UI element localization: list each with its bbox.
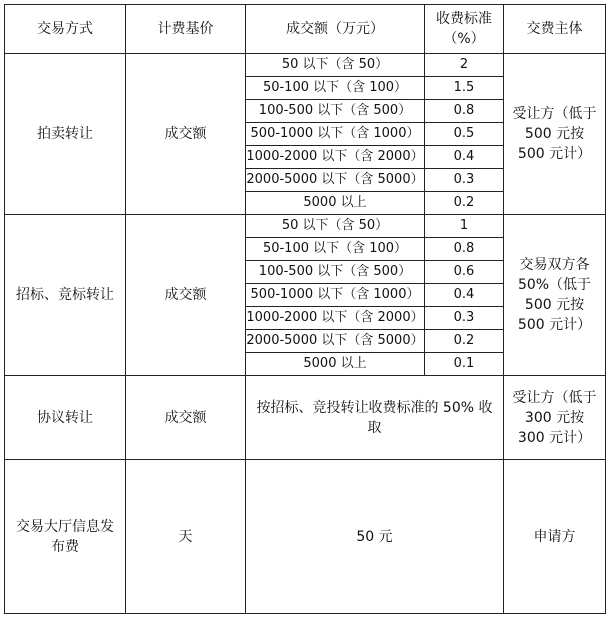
- header-row: [5, 5, 606, 54]
- table-row: [5, 215, 606, 238]
- tender-amount-3: 100-500 以下（含 500）: [246, 261, 425, 284]
- tender-method: 招标、竞标转让: [5, 215, 126, 376]
- auction-rate-3: 0.8: [425, 100, 504, 123]
- header-rate: [425, 5, 504, 54]
- auction-rate-1: 2: [425, 54, 504, 77]
- header-payer: 交费主体: [504, 5, 606, 54]
- header-base: 计费基价: [126, 5, 246, 54]
- auction-payer: [504, 54, 606, 215]
- agreement-payer-text: 受让方（低于 300 元按 300 元计）: [512, 389, 597, 446]
- tender-rate-6: 0.2: [425, 330, 504, 353]
- tender-base: 成交额: [126, 215, 246, 376]
- header-rate-text: 收费标准（%）: [436, 11, 492, 47]
- auction-rate-2: 1.5: [425, 77, 504, 100]
- tender-rate-4: 0.4: [425, 284, 504, 307]
- auction-amount-1: 50 以下（含 50）: [246, 54, 425, 77]
- info-fee-amount: 50 元: [246, 460, 504, 614]
- tender-amount-4: 500-1000 以下（含 1000）: [246, 284, 425, 307]
- auction-amount-7: 5000 以上: [246, 192, 425, 215]
- agreement-fee: [246, 376, 504, 460]
- tender-rate-5: 0.3: [425, 307, 504, 330]
- tender-amount-6: 2000-5000 以下（含 5000）: [246, 330, 425, 353]
- agreement-fee-text: 按招标、竞投转让收费标准的 50% 收取: [256, 399, 493, 436]
- agreement-method: 协议转让: [5, 376, 126, 460]
- auction-base: 成交额: [126, 54, 246, 215]
- tender-rate-7: 0.1: [425, 353, 504, 376]
- auction-rate-5: 0.4: [425, 146, 504, 169]
- auction-amount-6: 2000-5000 以下（含 5000）: [246, 169, 425, 192]
- agreement-base: 成交额: [126, 376, 246, 460]
- auction-method: 拍卖转让: [5, 54, 126, 215]
- tender-amount-1: 50 以下（含 50）: [246, 215, 425, 238]
- tender-amount-2: 50-100 以下（含 100）: [246, 238, 425, 261]
- auction-amount-3: 100-500 以下（含 500）: [246, 100, 425, 123]
- table-row: [5, 376, 606, 460]
- header-method: 交易方式: [5, 5, 126, 54]
- tender-rate-3: 0.6: [425, 261, 504, 284]
- tender-payer: [504, 215, 606, 376]
- tender-rate-2: 0.8: [425, 238, 504, 261]
- fee-table: [4, 4, 606, 614]
- auction-amount-2: 50-100 以下（含 100）: [246, 77, 425, 100]
- tender-amount-7: 5000 以上: [246, 353, 425, 376]
- tender-payer-text: 交易双方各 50%（低于 500 元按 500 元计）: [517, 257, 592, 333]
- table-row: [5, 54, 606, 77]
- auction-amount-4: 500-1000 以下（含 1000）: [246, 123, 425, 146]
- agreement-payer: [504, 376, 606, 460]
- auction-rate-7: 0.2: [425, 192, 504, 215]
- info-fee-method-text: 交易大厅信息发布费: [16, 518, 114, 555]
- info-fee-method: [5, 460, 126, 614]
- auction-payer-text: 受让方（低于 500 元按 500 元计）: [512, 106, 597, 162]
- header-amount: 成交额（万元）: [246, 5, 425, 54]
- table-row: [5, 460, 606, 614]
- auction-rate-6: 0.3: [425, 169, 504, 192]
- info-fee-payer: 申请方: [504, 460, 606, 614]
- auction-rate-4: 0.5: [425, 123, 504, 146]
- auction-amount-5: 1000-2000 以下（含 2000）: [246, 146, 425, 169]
- tender-amount-5: 1000-2000 以下（含 2000）: [246, 307, 425, 330]
- tender-rate-1: 1: [425, 215, 504, 238]
- info-fee-base: 天: [126, 460, 246, 614]
